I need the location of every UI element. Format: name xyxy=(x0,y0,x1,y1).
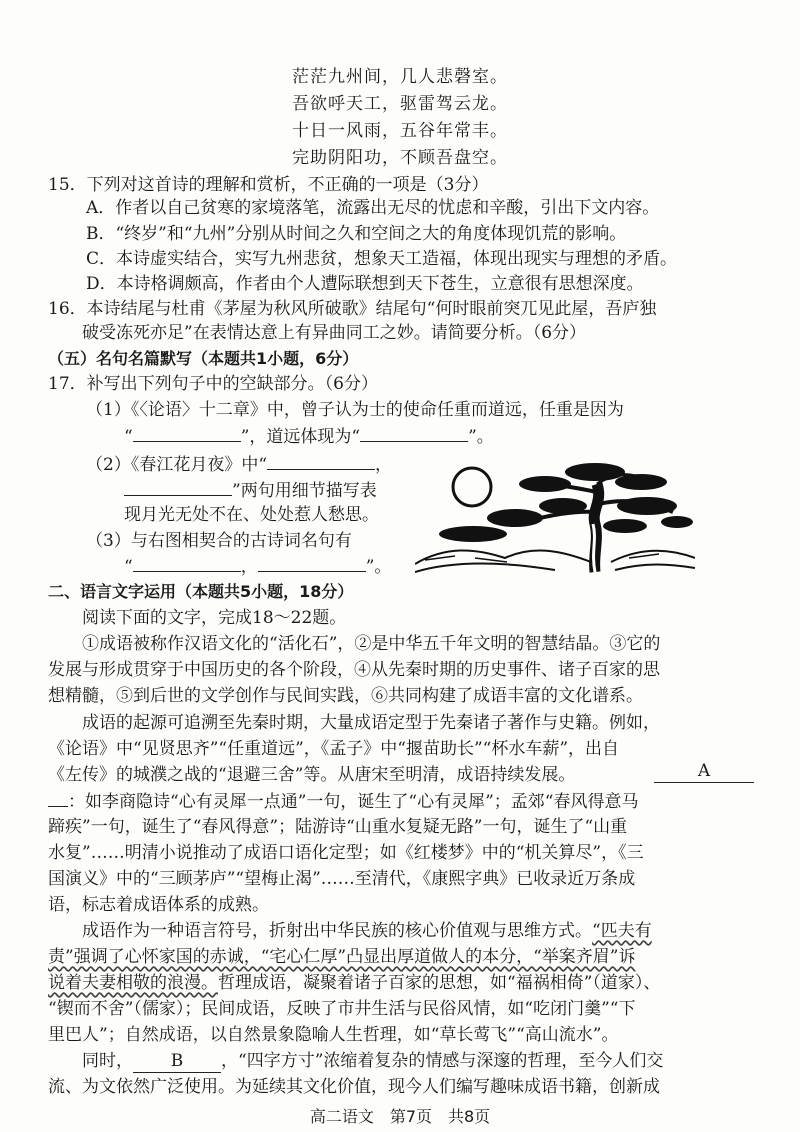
text: ”两句用细节描写表 xyxy=(232,481,377,501)
text: ”，道远体现为“ xyxy=(240,427,361,447)
question-17-part-3: （3）与右图相契合的古诗词名句有 xyxy=(86,531,352,551)
passage-line: 蹄疾”一句，诞生了“春风得意”；陆游诗“山重水复疑无路”一句，诞生了“山重 xyxy=(48,817,628,837)
answer-blank-b[interactable] xyxy=(133,1050,221,1073)
pine-tree-icon xyxy=(439,463,693,572)
question-17-part-1-blanks xyxy=(124,425,800,448)
answer-blank[interactable] xyxy=(360,425,468,442)
poem-line: 茫茫九州间，几人悲磬室。 xyxy=(292,67,508,87)
moon-icon xyxy=(453,468,491,506)
question-17-part-2-line: 现月光无处不在、处处惹人愁思。 xyxy=(124,505,379,525)
answer-blank[interactable] xyxy=(124,479,232,496)
passage-line: 语，标志着成语体系的成熟。 xyxy=(48,895,269,915)
page-footer: 高二语文 第7页 共8页 xyxy=(309,1107,491,1126)
text: ：如李商隐诗“心有灵犀一点通”一句，诞生了“心有灵犀”；孟郊“春风得意马 xyxy=(68,792,639,812)
question-15-option-b: B．“终岁”和“九州”分别从时间之久和空间之大的角度体现饥荒的影响。 xyxy=(86,224,627,244)
text: （2）《春江花月夜》中“ xyxy=(86,455,268,475)
question-16-line: 16．本诗结尾与杜甫《茅屋为秋风所破歌》结尾句“何时眼前突兀见此屋，吾庐独 xyxy=(48,299,657,319)
poem-line: 完助阴阳功，不顾吾盘空。 xyxy=(292,148,508,168)
text: 同时， xyxy=(82,1051,133,1071)
passage-line xyxy=(82,920,800,942)
text: 哲理成语，凝聚着诸子百家的思想，如“福祸相倚”（道家）、 xyxy=(218,973,661,993)
wavy-underlined-text: 说着夫妻相敬的浪漫。 xyxy=(48,973,218,993)
blank-label: B xyxy=(170,1051,184,1071)
blank-label: A xyxy=(697,761,711,781)
passage-line: 成语的起源可追溯至先秦时期，大量成语定型于先秦诸子著作与史籍。例如， xyxy=(82,713,660,733)
question-17-part-1: （1）《〈论语〉十二章》中，曾子认为士的使命任重而道远，任重是因为 xyxy=(86,400,624,420)
section-heading: 二、语言文字运用（本题共5小题，18分） xyxy=(48,582,354,601)
text: ，“四字方寸”浓缩着复杂的情感与深邃的哲理，至今人们交 xyxy=(221,1051,664,1071)
passage-line: ①成语被称作汉语文化的“活化石”，②是中华五千年文明的智慧结晶。③它的 xyxy=(82,634,661,654)
question-16-line: 破受冻死亦足”在表情达意上有异曲同工之妙。请简要分析。（6分） xyxy=(82,323,587,343)
text: ， xyxy=(375,455,393,475)
answer-blank-a[interactable] xyxy=(654,760,754,783)
poem-line: 十日一风雨，五谷年常丰。 xyxy=(292,121,508,141)
poem-line: 吾欲呼天工，驱雷驾云龙。 xyxy=(292,94,508,114)
passage-line: 流、为文依然广泛使用。为延续其文化价值，现今人们编写趣味成语书籍，创新成 xyxy=(48,1077,660,1097)
text: 成语作为一种语言符号，折射出中华民族的核心价值观与思维方式。 xyxy=(82,921,592,941)
answer-blank[interactable] xyxy=(133,555,241,572)
passage-line: 水复”……明清小说推动了成语口语化定型；如《红楼梦》中的“机关算尽”，《三 xyxy=(48,843,644,863)
passage-line: “锲而不舍”（儒家）；民间成语，反映了市井生活与民俗风情，如“吃闭门羹”“下 xyxy=(48,999,636,1019)
quote-mark: “ xyxy=(124,557,133,577)
passage-line: 《论语》中“见贤思齐”“任重道远”，《孟子》中“揠苗助长”“杯水车薪”，出自 xyxy=(48,739,620,759)
text: 《左传》的城濮之战的“退避三舍”等。从唐宋至明清，成语持续发展。 xyxy=(48,765,576,785)
passage-line: 发展与形成贯穿于中国历史的各个阶段，④从先秦时期的历史事件、诸子百家的思 xyxy=(48,660,660,680)
passage-line xyxy=(48,790,800,813)
question-17-stem: 17．补写出下列句子中的空缺部分。（6分） xyxy=(48,374,378,394)
passage-line xyxy=(82,1050,800,1073)
answer-blank[interactable] xyxy=(133,425,241,442)
reading-intro: 阅读下面的文字，完成18～22题。 xyxy=(82,608,347,628)
question-15-option-c: C．本诗虚实结合，实写九州悲贫，想象天工造福，体现出现实与理想的矛盾。 xyxy=(86,249,678,269)
answer-blank[interactable] xyxy=(258,555,366,572)
answer-blank[interactable] xyxy=(267,453,375,470)
text: ， xyxy=(240,557,258,577)
wavy-underlined-text: “匹夫有 xyxy=(592,921,652,941)
passage-line: 里巴人”；自然成语，以自然景象隐喻人生哲理，如“草长莺飞”“高山流水”。 xyxy=(48,1025,619,1045)
wavy-underlined-text: 责”强调了心怀家国的赤诚，“宅心仁厚”凸显出厚道做人的本分，“举案齐眉”诉 xyxy=(48,947,636,967)
passage-line xyxy=(48,946,800,968)
passage-line: 国演义》中的“三顾茅庐”“望梅止渴”……至清代，《康熙字典》已收录近万条成 xyxy=(48,869,636,889)
hills-icon xyxy=(415,550,695,572)
question-15-stem: 15．下列对这首诗的理解和赏析，不正确的一项是（3分） xyxy=(48,175,489,195)
text: ”。 xyxy=(468,427,494,447)
section-heading: （五）名句名篇默写（本题共1小题，6分） xyxy=(48,349,359,368)
passage-line xyxy=(48,972,800,994)
text: ”。 xyxy=(365,557,392,577)
question-15-option-a: A．作者以自己贫寒的家境落笔，流露出无尽的忧虑和辛酸，引出下文内容。 xyxy=(86,198,660,218)
question-15-option-d: D．本诗格调颇高，作者由个人遭际联想到天下苍生，立意很有思想深度。 xyxy=(86,274,644,294)
quote-mark: “ xyxy=(124,427,133,447)
passage-line: 想精髓，⑤到后世的文学创作与民间实践，⑥共同构建了成语丰富的文化谱系。 xyxy=(48,686,643,706)
answer-blank-a-tail xyxy=(48,790,68,807)
pine-tree-moon-illustration xyxy=(415,462,695,574)
